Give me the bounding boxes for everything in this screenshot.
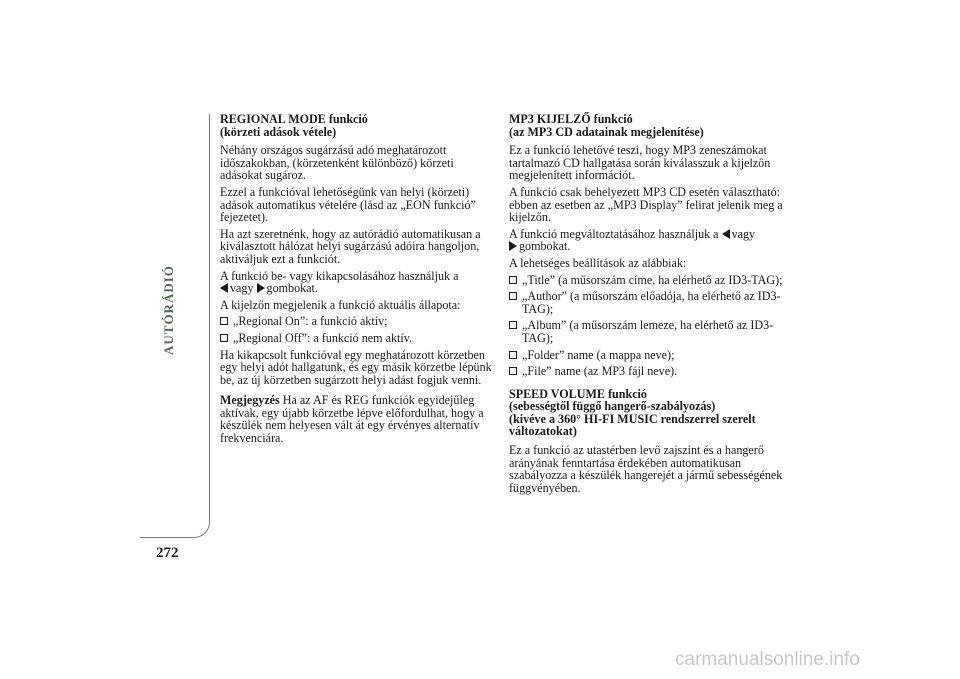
- section-tab: AUTÓRÁDIÓ: [161, 265, 176, 355]
- right-column: [509, 113, 789, 498]
- note-text: Ha az AF és REG funkciók egyidejűleg aktívak, egy újabb körzetbe lépve előfordulhat, hogy a készülék nem helyesen vált át egy érvényes alternatív frekvenciára.: [220, 393, 484, 446]
- paragraph: Ez a funkció lehetővé teszi, hogy MP3 zeneszámokat tartalmazó CD hallgatása során kiválasszuk a kijelzőn megjelenített információt.: [509, 143, 771, 183]
- list-item: „Regional Off”: a funkció nem aktív.: [220, 332, 498, 345]
- paragraph-buttons: A funkció megváltoztatásához használjuk a vagy gombokat.: [509, 226, 756, 254]
- list-item: „Album” (a műsorszám lemeze, ha elérhető az ID3-TAG);: [509, 319, 789, 344]
- checkbox-bullet-icon: [220, 334, 228, 342]
- section-subtitle: (sebességtől függő hangerő-szabályozás): [509, 399, 716, 414]
- checkbox-bullet-icon: [509, 292, 517, 300]
- note-label: Megjegyzés: [220, 393, 280, 408]
- list-item: „Folder” name (a mappa neve);: [509, 349, 789, 362]
- checkbox-bullet-icon: [509, 367, 517, 375]
- note-paragraph: [220, 394, 498, 444]
- left-arrow-icon: [722, 229, 730, 239]
- regional-mode-heading: [220, 113, 498, 138]
- section-subtitle: (kivéve a 360° HI-FI MUSIC rendszerrel szerelt változatokat): [509, 411, 756, 439]
- list-item: „Title” (a műsorszám címe, ha elérhető az ID3-TAG);: [509, 274, 789, 287]
- watermark: carmanualsonline.info: [675, 649, 860, 670]
- paragraph: A funkció csak behelyezett MP3 CD esetén választható: ebben az esetben az „MP3 Display” felirat jelenik meg a kijelzőn.: [509, 184, 783, 225]
- section-subtitle: (körzeti adások vétele): [220, 124, 337, 139]
- checkbox-bullet-icon: [509, 321, 517, 329]
- paragraph-buttons: A funkció be- vagy kikapcsolásához használjuk a vagy gombokat.: [220, 268, 459, 296]
- paragraph: Ha azt szeretnénk, hogy az autórádió automatikusan a kiválasztott hálózat helyi sugárzású adóira hangoljon, aktiváljuk ezt a funkciót.: [220, 226, 481, 266]
- section-subtitle: (az MP3 CD adatainak megjelenítése): [509, 124, 704, 139]
- section-title: MP3 KIJELZŐ funkció: [509, 112, 633, 126]
- page-number: 272: [156, 545, 179, 561]
- paragraph: Ha kikapcsolt funkcióval egy meghatározott körzetben egy helyi adót hallgatunk, és egy másik körzetbe lépünk be, az új körzetben sugárzott helyi adást fogjuk venni.: [220, 347, 492, 387]
- paragraph: Néhány országos sugárzású adó meghatározott időszakokban, (körzetenként különböző) körzeti adásokat sugároz.: [220, 143, 454, 183]
- speed-volume-heading: [509, 388, 789, 438]
- mp3-display-heading: [509, 113, 789, 138]
- checkbox-bullet-icon: [509, 351, 517, 359]
- list-item: „File” name (az MP3 fájl neve).: [509, 365, 789, 378]
- paragraph: Ezzel a funkcióval lehetőségünk van helyi (körzeti) adások automatikus vételére (lásd az „EON funkció” fejezetet).: [220, 184, 476, 225]
- right-arrow-icon: [509, 241, 517, 251]
- paragraph: Ez a funkció az utastérben levő zajszint és a hangerő arányának fenntartása érdekében automatikusan szabályozza a készülék hangerejét a jármű sebességének függvényében.: [509, 443, 783, 495]
- checkbox-bullet-icon: [220, 317, 228, 325]
- section-title: REGIONAL MODE funkció: [220, 112, 368, 126]
- left-column: [220, 113, 498, 449]
- list-item: „Author” (a műsorszám előadója, ha elérhető az ID3-TAG);: [509, 290, 789, 315]
- paragraph: A lehetséges beállítások az alábbiak:: [509, 255, 687, 270]
- checkbox-bullet-icon: [509, 276, 517, 284]
- paragraph: A kijelzőn megjelenik a funkció aktuális állapota:: [220, 297, 461, 312]
- list-item: „Regional On”: a funkció aktív;: [220, 315, 498, 328]
- right-arrow-icon: [257, 283, 265, 293]
- section-title: SPEED VOLUME funkció: [509, 386, 647, 401]
- left-arrow-icon: [220, 283, 228, 293]
